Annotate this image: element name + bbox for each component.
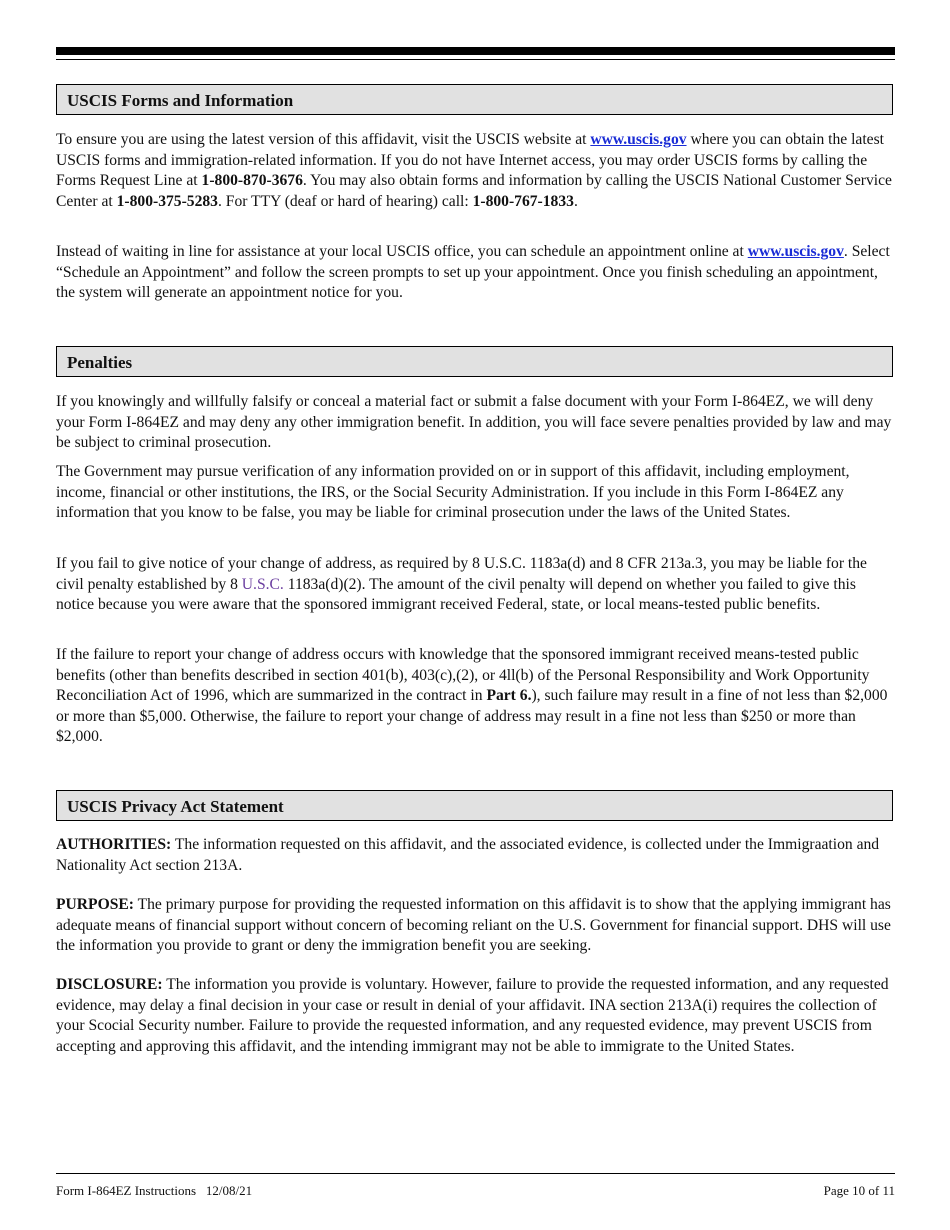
text-run: The information requested on this affidavit, and the associated evidence, is collected under the Immigraation and Nationality Act section 213A. xyxy=(56,836,880,874)
text-run: The primary purpose for providing the requested information on this affidavit is to show that the applying immigrant has adequate means of financial support without concern of becoming reliant on the U.S. Government for financial support. DHS will use the information you provide to grant or deny the immigration benefit you are seeking. xyxy=(56,896,891,955)
part-reference: Part 6. xyxy=(486,687,532,705)
section-title: USCIS Forms and Information xyxy=(67,91,294,110)
uscis-website-link-2[interactable]: www.uscis.gov xyxy=(747,243,844,260)
privacy-authorities xyxy=(56,835,895,876)
text-run: To ensure you are using the latest version of this affidavit, visit the USCIS website at xyxy=(56,131,591,148)
forms-info-paragraph-1 xyxy=(56,130,895,212)
penalties-paragraph-1: If you knowingly and willfully falsify or conceal a material fact or submit a false document with your Form I-864EZ, we will deny your Form I-864EZ and may deny any other immigration benefit. In addition, you will face severe penalties provided by law and may be subject to criminal prosecution. xyxy=(56,393,892,452)
text-run: Instead of waiting in line for assistance at your local USCIS office, you can schedule an appointment online at xyxy=(56,243,748,260)
privacy-purpose xyxy=(56,895,895,957)
section-title: USCIS Privacy Act Statement xyxy=(67,797,284,816)
footer-page-number: Page 10 of 11 xyxy=(823,1183,895,1198)
uscis-website-link[interactable]: www.uscis.gov xyxy=(590,131,687,148)
usc-reference: U.S.C. xyxy=(241,575,284,593)
penalties-paragraph-4 xyxy=(56,645,895,748)
section-header-penalties xyxy=(56,346,893,377)
text-run: . You may also obtain forms and information by calling the USCIS National Customer Service Center at xyxy=(56,172,892,210)
customer-service-phone: 1-800-375-5283 xyxy=(116,192,218,210)
text-run: . xyxy=(573,192,578,210)
section-header-privacy xyxy=(56,790,893,821)
text-run: where you can obtain the latest USCIS forms and immigration-related information. If you do not have Internet access, you may order USCIS forms by calling the Forms Request Line at xyxy=(56,131,884,190)
text-run: . Select “Schedule an Appointment” and follow the screen prompts to set up your appointment. Once you finish scheduling an appointment, the system will generate an appointment notice for you. xyxy=(56,243,890,302)
footer-rule xyxy=(56,1173,895,1174)
text-run: . For TTY (deaf or hard of hearing) call: xyxy=(217,192,473,210)
text-run: ), such failure may result in a fine of not less than $2,000 or more than $5,000. Otherwise, the failure to report your change of address may result in a fine not less than $250 or more than $2,000. xyxy=(56,687,888,746)
footer-form-id: Form I-864EZ Instructions 12/08/21 xyxy=(56,1183,253,1198)
authorities-label: AUTHORITIES: xyxy=(56,836,172,853)
text-run: If the failure to report your change of address occurs with knowledge that the sponsored immigrant received means-tested public benefits (other than benefits described in section 401(b), 403(c),(2), or 4ll(b) of the Personal Responsibility and Work Opportunity Reconciliation Act of 1996, which are summarized in the contract in xyxy=(56,646,870,705)
top-thick-rule xyxy=(56,47,895,55)
privacy-disclosure xyxy=(56,975,895,1057)
forms-info-paragraph-2 xyxy=(56,242,895,304)
penalties-paragraph-3 xyxy=(56,554,895,616)
text-run: If you fail to give notice of your change of address, as required by 8 U.S.C. 1183a(d) and 8 CFR 213a.3, you may be liable for the civil penalty established by 8 xyxy=(56,555,867,593)
top-thin-rule xyxy=(56,59,895,60)
forms-request-phone: 1-800-870-3676 xyxy=(201,172,303,190)
section-header-forms-info xyxy=(56,84,893,115)
tty-phone: 1-800-767-1833 xyxy=(472,192,574,210)
section-title: Penalties xyxy=(67,353,133,372)
penalties-paragraph-2: The Government may pursue verification of any information provided on or in support of this affidavit, including employment, income, financial or other institutions, the IRS, or the Social Security Administration. If you include in this Form I-864EZ any information that you know to be false, you may be liable for criminal prosecution under the laws of the United States. xyxy=(56,463,850,522)
purpose-label: PURPOSE: xyxy=(56,896,134,913)
text-run: 1183a(d)(2). The amount of the civil penalty will depend on whether you failed to give this notice because you were aware that the sponsored immigrant received Federal, state, or local means-tested public benefits. xyxy=(56,575,856,614)
text-run: The information you provide is voluntary. However, failure to provide the requested information, and any requested evidence, may delay a final decision in your case or result in denial of your affidavit. INA section 213A(i) requires the collection of your Scocial Security number. Failure to provide the requested information, and any requested evidence, may prevent USCIS from accepting and approving this affidavit, and the intending immigrant may not be able to immigrate to the United States. xyxy=(56,976,889,1055)
disclosure-label: DISCLOSURE: xyxy=(56,976,163,993)
